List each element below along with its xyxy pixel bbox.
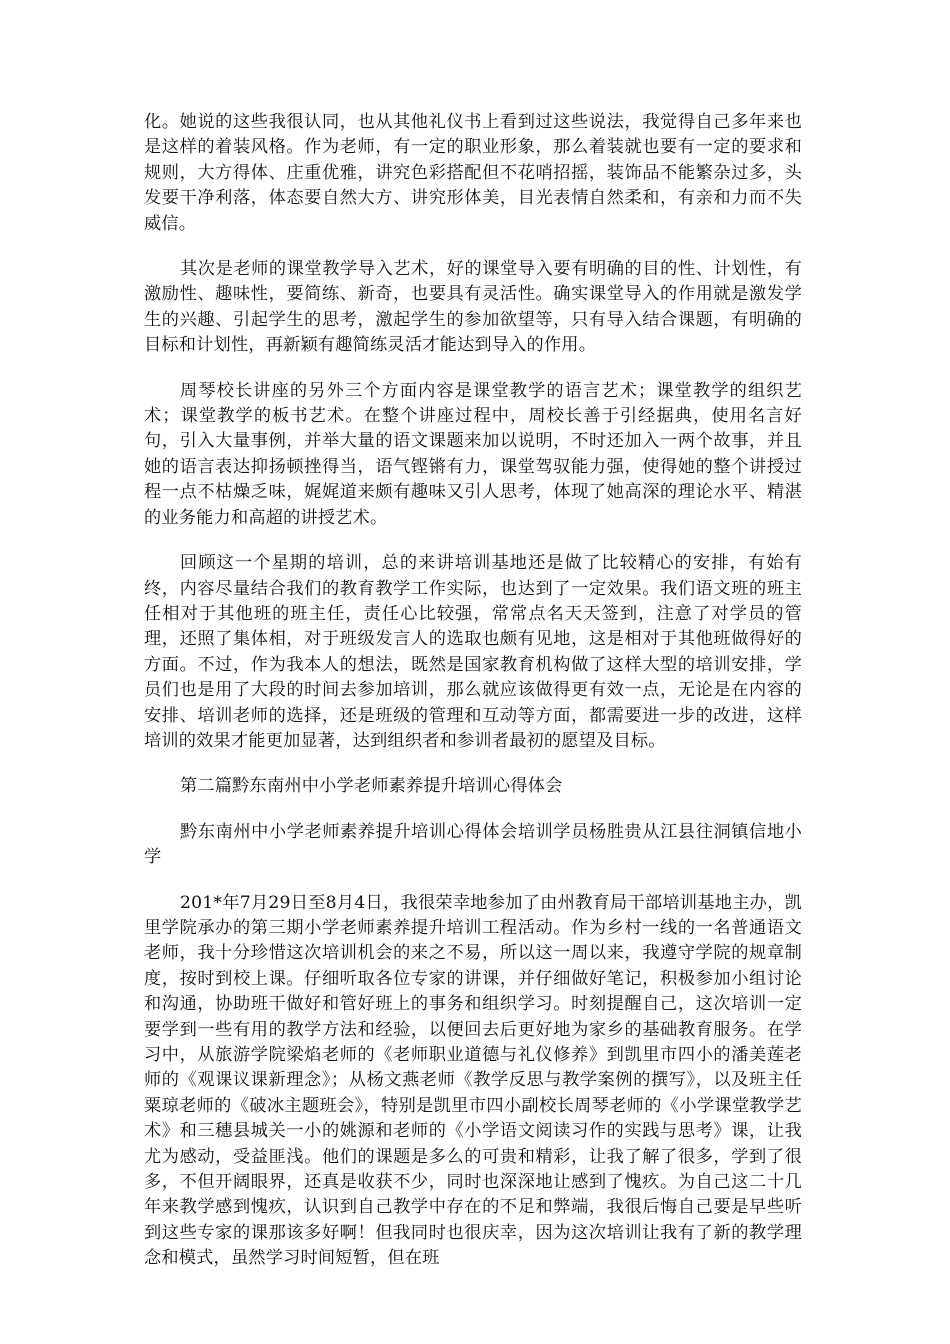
paragraph-principal-lecture: 周琴校长讲座的另外三个方面内容是课堂教学的语言艺术；课堂教学的组织艺术；课堂教学的板书艺术。在整个讲座过程中，周校长善于引经据典，使用名言好句，引入大量事例，并举大量的语文课题来加以说明，不时还加入一两个故事，并且她的语言表达抑扬顿挫得当，语气铿锵有力，课堂驾驭能力强，使得她的整个讲授过程一点不枯燥乏味，娓娓道来颇有趣味又引人思考，体现了她高深的理论水平、精湛的业务能力和高超的讲授艺术。 [144, 380, 802, 528]
section-heading-second-article: 第二篇黔东南州中小学老师素养提升培训心得体会 [180, 776, 563, 797]
paragraph-training-experience: 201*年7月29日至8月4日，我很荣幸地参加了由州教育局干部培训基地主办，凯里学院承办的第三期小学老师素养提升培训工程活动。作为乡村一线的一名普通语文老师，我十分珍惜这次培训机会的来之不易，所以这一周以来，我遵守学院的规章制度，按时到校上课。仔细听取各位专家的讲课，并仔细做好笔记，积极参加小组讨论和沟通，协助班干做好和管好班上的事务和组织学习。时刻提醒自己，这次培训一定要学到一些有用的教学方法和经验，以便回去后更好地为家乡的基础教育服务。在学习中，从旅游学院梁焰老师的《老师职业道德与礼仪修养》到凯里市四小的潘美莲老师的《观课议课新理念》；从杨文燕老师《教学反思与教学案例的撰写》，以及班主任粟琼老师的《破冰主题班会》，特别是凯里市四小副校长周琴老师的《小学课堂教学艺术》和三穗县城关一小的姚源和老师的《小学语文阅读习作的实践与思考》课，让我尤为感动，受益匪浅。他们的课题是多么的可贵和精彩，让我了解了很多，学到了很多，不但开阔眼界，还真是收获不少，同时也深深地让感到了愧疚。为自己这二十几年来教学感到愧疚，认识到自己教学中存在的不足和弊端，我很后悔自己要是早些听到这些专家的课那该多好啊！但我同时也很庆幸，因为这次培训让我有了新的教学理念和模式，虽然学习时间短暂，但在班 [144, 892, 802, 1269]
paragraph-training-review: 回顾这一个星期的培训，总的来讲培训基地还是做了比较精心的安排，有始有终，内容尽量结合我们的教育教学工作实际，也达到了一定效果。我们语文班的班主任相对于其他班的班主任，责任心比较强，常常点名天天签到，注意了对学员的管理，还照了集体相，对于班级发言人的选取也颇有见地，这是相对于其他班做得好的方面。不过，作为我本人的想法，既然是国家教育机构做了这样大型的培训安排，学员们也是用了大段的时间去参加培训，那么就应该做得更有效一点，无论是在内容的安排、培训老师的选择，还是班级的管理和互动等方面，都需要进一步的改进，这样培训的效果才能更加显著，达到组织者和参训者最初的愿望及目标。 [144, 553, 802, 751]
paragraph-lesson-introduction: 其次是老师的课堂教学导入艺术，好的课堂导入要有明确的目的性、计划性，有激励性、趣味性，要简练、新奇，也要具有灵活性。确实课堂导入的作用就是激发学生的兴趣、引起学生的思考，激起学生的参加欲望等，只有导入结合课题，有明确的目标和计划性，再新颖有趣简练灵活才能达到导入的作用。 [144, 259, 802, 356]
document-page [144, 110, 802, 1292]
article-byline: 黔东南州中小学老师素养提升培训心得体会培训学员杨胜贵从江县往洞镇信地小学 [144, 821, 802, 868]
paragraph-dress-etiquette: 化。她说的这些我很认同，也从其他礼仪书上看到过这些说法，我觉得自己多年来也是这样的着装风格。作为老师，有一定的职业形象，那么着装就也要有一定的要求和规则，大方得体、庄重优雅，讲究色彩搭配但不花哨招摇，装饰品不能繁杂过多，头发要干净利落，体态要自然大方、讲究形体美，目光表情自然柔和，有亲和力而不失威信。 [144, 112, 802, 234]
